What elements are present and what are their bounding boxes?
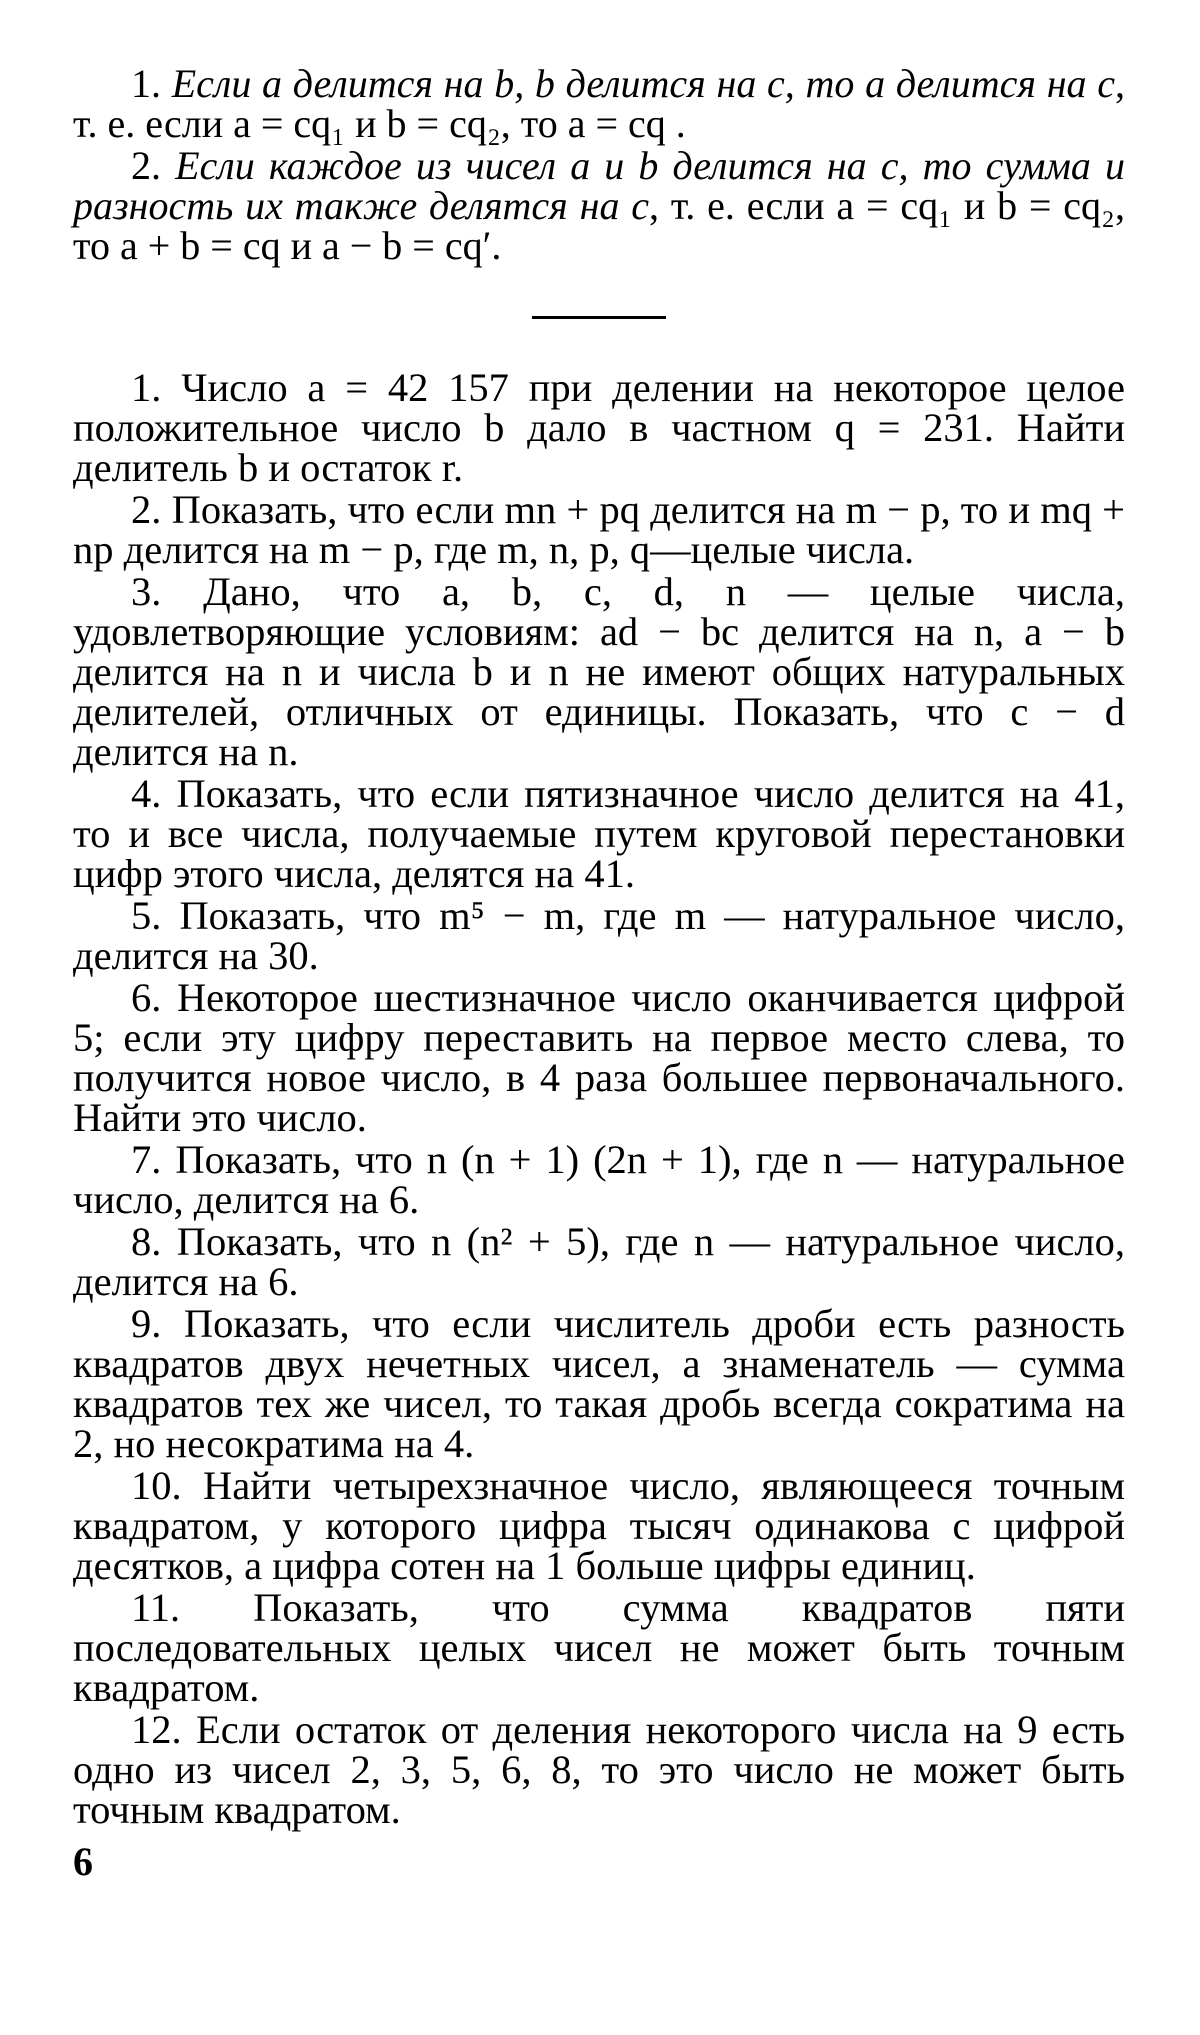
theorem-number: 1.	[131, 61, 161, 106]
theorem-formula: , т. е. если a = cq₁ и b = cq₂, то a + b = cq и a − b = cq′.	[73, 183, 1125, 268]
problem-9	[73, 1301, 1125, 1466]
theorem-1	[73, 61, 1125, 146]
theorem-2	[73, 143, 1125, 268]
problem-text: Показать, что сумма квадратов пяти последовательных целых чисел не может быть точным квадратом.	[73, 1585, 1125, 1710]
problem-number: 5.	[131, 893, 162, 938]
theorem-statement: Если a делится на b, b делится на c, то a делится на c	[171, 61, 1115, 106]
problem-number: 6.	[131, 975, 162, 1020]
problem-number: 10.	[131, 1463, 182, 1508]
problem-text: Показать, что m⁵ − m, где m — натуральное число, делится на 30.	[73, 893, 1126, 978]
theorem-formula: , т. е. если a = cq₁ и b = cq₂, то a = cq .	[73, 61, 1125, 146]
problem-text: Показать, что если числитель дроби есть разность квадратов двух нечетных чисел, а знаменатель — сумма квадратов тех же чисел, то такая дробь всегда сократима на 2, но несократима на 4.	[73, 1301, 1125, 1466]
problem-number: 12.	[131, 1707, 182, 1752]
problem-number: 7.	[131, 1137, 162, 1182]
problem-6	[73, 975, 1126, 1140]
problem-11	[73, 1585, 1125, 1710]
problem-1	[73, 365, 1125, 490]
problem-text: Число a = 42 157 при делении на некоторое целое положительное число b дало в частном q = 231. Найти делитель b и остаток r.	[73, 365, 1125, 490]
problem-2	[73, 487, 1126, 572]
problem-text: Если остаток от деления некоторого числа на 9 есть одно из чисел 2, 3, 5, 6, 8, то это число не может быть точным квадратом.	[73, 1707, 1125, 1832]
page-number: 6	[73, 1839, 93, 1884]
problem-text: Показать, что если mn + pq делится на m − p, то и mq + np делится на m − p, где m, n, p, q—целые числа.	[73, 487, 1126, 572]
text-column	[73, 61, 1126, 1832]
problem-5	[73, 893, 1126, 978]
problem-12	[73, 1707, 1125, 1832]
theorem-statement: Если каждое из чисел a и b делится на c, то сумма и разность их также делятся на c	[73, 143, 1125, 228]
problem-4	[73, 771, 1125, 896]
theorem-number: 2.	[131, 143, 161, 188]
problem-text: Найти четырехзначное число, являющееся точным квадратом, у которого цифра тысяч одинакова с цифрой десятков, а цифра сотен на 1 больше цифры единиц.	[73, 1463, 1126, 1588]
problem-number: 2.	[131, 487, 162, 532]
problem-text: Показать, что если пятизначное число делится на 41, то и все числа, получаемые путем круговой перестановки цифр этого числа, делятся на 41.	[73, 771, 1125, 896]
problem-number: 11.	[131, 1585, 181, 1630]
problem-8	[73, 1219, 1126, 1304]
problem-7	[73, 1137, 1126, 1222]
problem-number: 8.	[131, 1219, 162, 1264]
theorems-section	[73, 61, 1125, 268]
problem-10	[73, 1463, 1126, 1588]
problem-3	[73, 569, 1126, 774]
problem-number: 9.	[131, 1301, 162, 1346]
problem-text: Некоторое шестизначное число оканчивается цифрой 5; если эту цифру переставить на первое место слева, то получится новое число, в 4 раза большее первоначального. Найти это число.	[73, 975, 1126, 1140]
problem-text: Дано, что a, b, c, d, n — целые числа, удовлетворяющие условиям: ad − bc делится на n, a − b делится на n и числа b и n не имеют общих натуральных делителей, отличных от единицы. Показать, что c − d делится на n.	[73, 569, 1126, 774]
problem-text: Показать, что n (n² + 5), где n — натуральное число, делится на 6.	[73, 1219, 1126, 1304]
problem-text: Показать, что n (n + 1) (2n + 1), где n — натуральное число, делится на 6.	[73, 1137, 1126, 1222]
section-divider	[532, 316, 666, 319]
problem-number: 1.	[131, 365, 162, 410]
problem-number: 3.	[131, 569, 162, 614]
problems-section	[73, 365, 1126, 1832]
problem-number: 4.	[131, 771, 162, 816]
